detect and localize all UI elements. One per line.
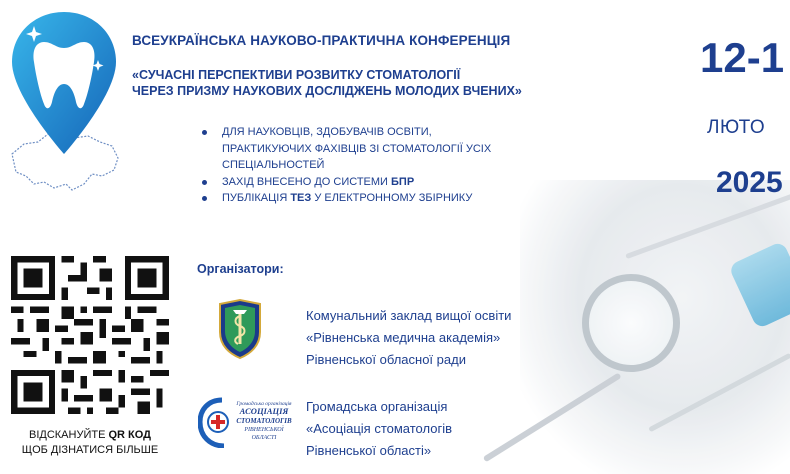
list-item: [200, 190, 560, 207]
logo-text: ОБЛАСТІ: [251, 435, 277, 441]
bullet-icon: [202, 130, 207, 135]
toothbrush-shape: [728, 241, 790, 330]
bullet-icon: [202, 180, 207, 185]
bullet-text: ПУБЛІКАЦІЯ: [222, 192, 291, 204]
qr-caption: [4, 428, 176, 458]
bullet-text: ПРАКТИКУЮЧИХ ФАХІВЦІВ ЗІ СТОМАТОЛОГІЇ УСІХ: [222, 142, 492, 155]
bullet-text: У ЕЛЕКТРОННОМУ ЗБІРНИКУ: [311, 192, 473, 204]
organizer-association: [306, 396, 452, 462]
list-item: [200, 174, 560, 191]
bullet-bold-text: ТЕЗ: [290, 192, 312, 204]
organizer-line: Комунальний заклад вищої освіти: [306, 308, 512, 323]
event-year: 2025: [716, 166, 783, 199]
list-item: [200, 124, 560, 174]
organizer-line: Рівненської обласної ради: [306, 352, 466, 367]
subtitle-line: ЧЕРЕЗ ПРИЗМУ НАУКОВИХ ДОСЛІДЖЕНЬ МОЛОДИХ ВЧЕНИХ»: [132, 84, 522, 98]
bullet-icon: [202, 196, 207, 201]
dental-mirror-shape: [582, 274, 680, 372]
conference-highlights-list: [200, 124, 560, 207]
organizers-heading: Організатори:: [197, 262, 284, 276]
conference-title: ВСЕУКРАЇНСЬКА НАУКОВО-ПРАКТИЧНА КОНФЕРЕНЦІЯ: [132, 33, 511, 48]
organizer-line: «Асоціація стоматологів: [306, 421, 452, 436]
qr-caption-bold: QR КОД: [108, 429, 151, 441]
dental-tool-shape: [648, 353, 790, 433]
bullet-bold-text: БПР: [391, 175, 415, 188]
bullet-text: ЗАХІД ВНЕСЕНО ДО СИСТЕМИ: [222, 175, 392, 188]
qr-caption-line: ЩОБ ДІЗНАТИСЯ БІЛЬШЕ: [21, 444, 159, 456]
organizer-academy: [306, 305, 511, 371]
organizer-line: Громадська організація: [306, 399, 448, 414]
tooth-logo-icon: [4, 4, 124, 234]
bullet-text: ДЛЯ НАУКОВЦІВ, ЗДОБУВАЧІВ ОСВІТИ,: [222, 126, 432, 138]
qr-caption-text: ВІДСКАНУЙТЕ: [28, 429, 109, 441]
logo-text: СТОМАТОЛОГІВ: [236, 417, 292, 425]
logo-text: Громадська організація: [236, 401, 292, 407]
event-month: ЛЮТО: [707, 117, 766, 138]
event-days: 12-1: [700, 34, 785, 81]
qr-code-icon[interactable]: [11, 256, 169, 414]
dental-association-logo-icon: [198, 396, 298, 448]
conference-subtitle: [132, 67, 602, 99]
mirror-handle-shape: [483, 372, 622, 462]
subtitle-line: «СУЧАСНІ ПЕРСПЕКТИВИ РОЗВИТКУ СТОМАТОЛОГІЇ: [132, 68, 461, 82]
logo-text: АСОЦІАЦІЯ: [239, 406, 289, 416]
bullet-text: СПЕЦІАЛЬНОСТЕЙ: [222, 159, 325, 171]
medical-academy-emblem-icon: [216, 298, 264, 360]
organizer-line: «Рівненська медична академія»: [306, 330, 501, 345]
qr-caption-line: [4, 428, 176, 443]
dental-tools-background: [520, 180, 790, 474]
logo-text: РІВНЕНСЬКОЇ: [244, 427, 284, 433]
organizer-line: Рівненської області»: [306, 443, 432, 458]
